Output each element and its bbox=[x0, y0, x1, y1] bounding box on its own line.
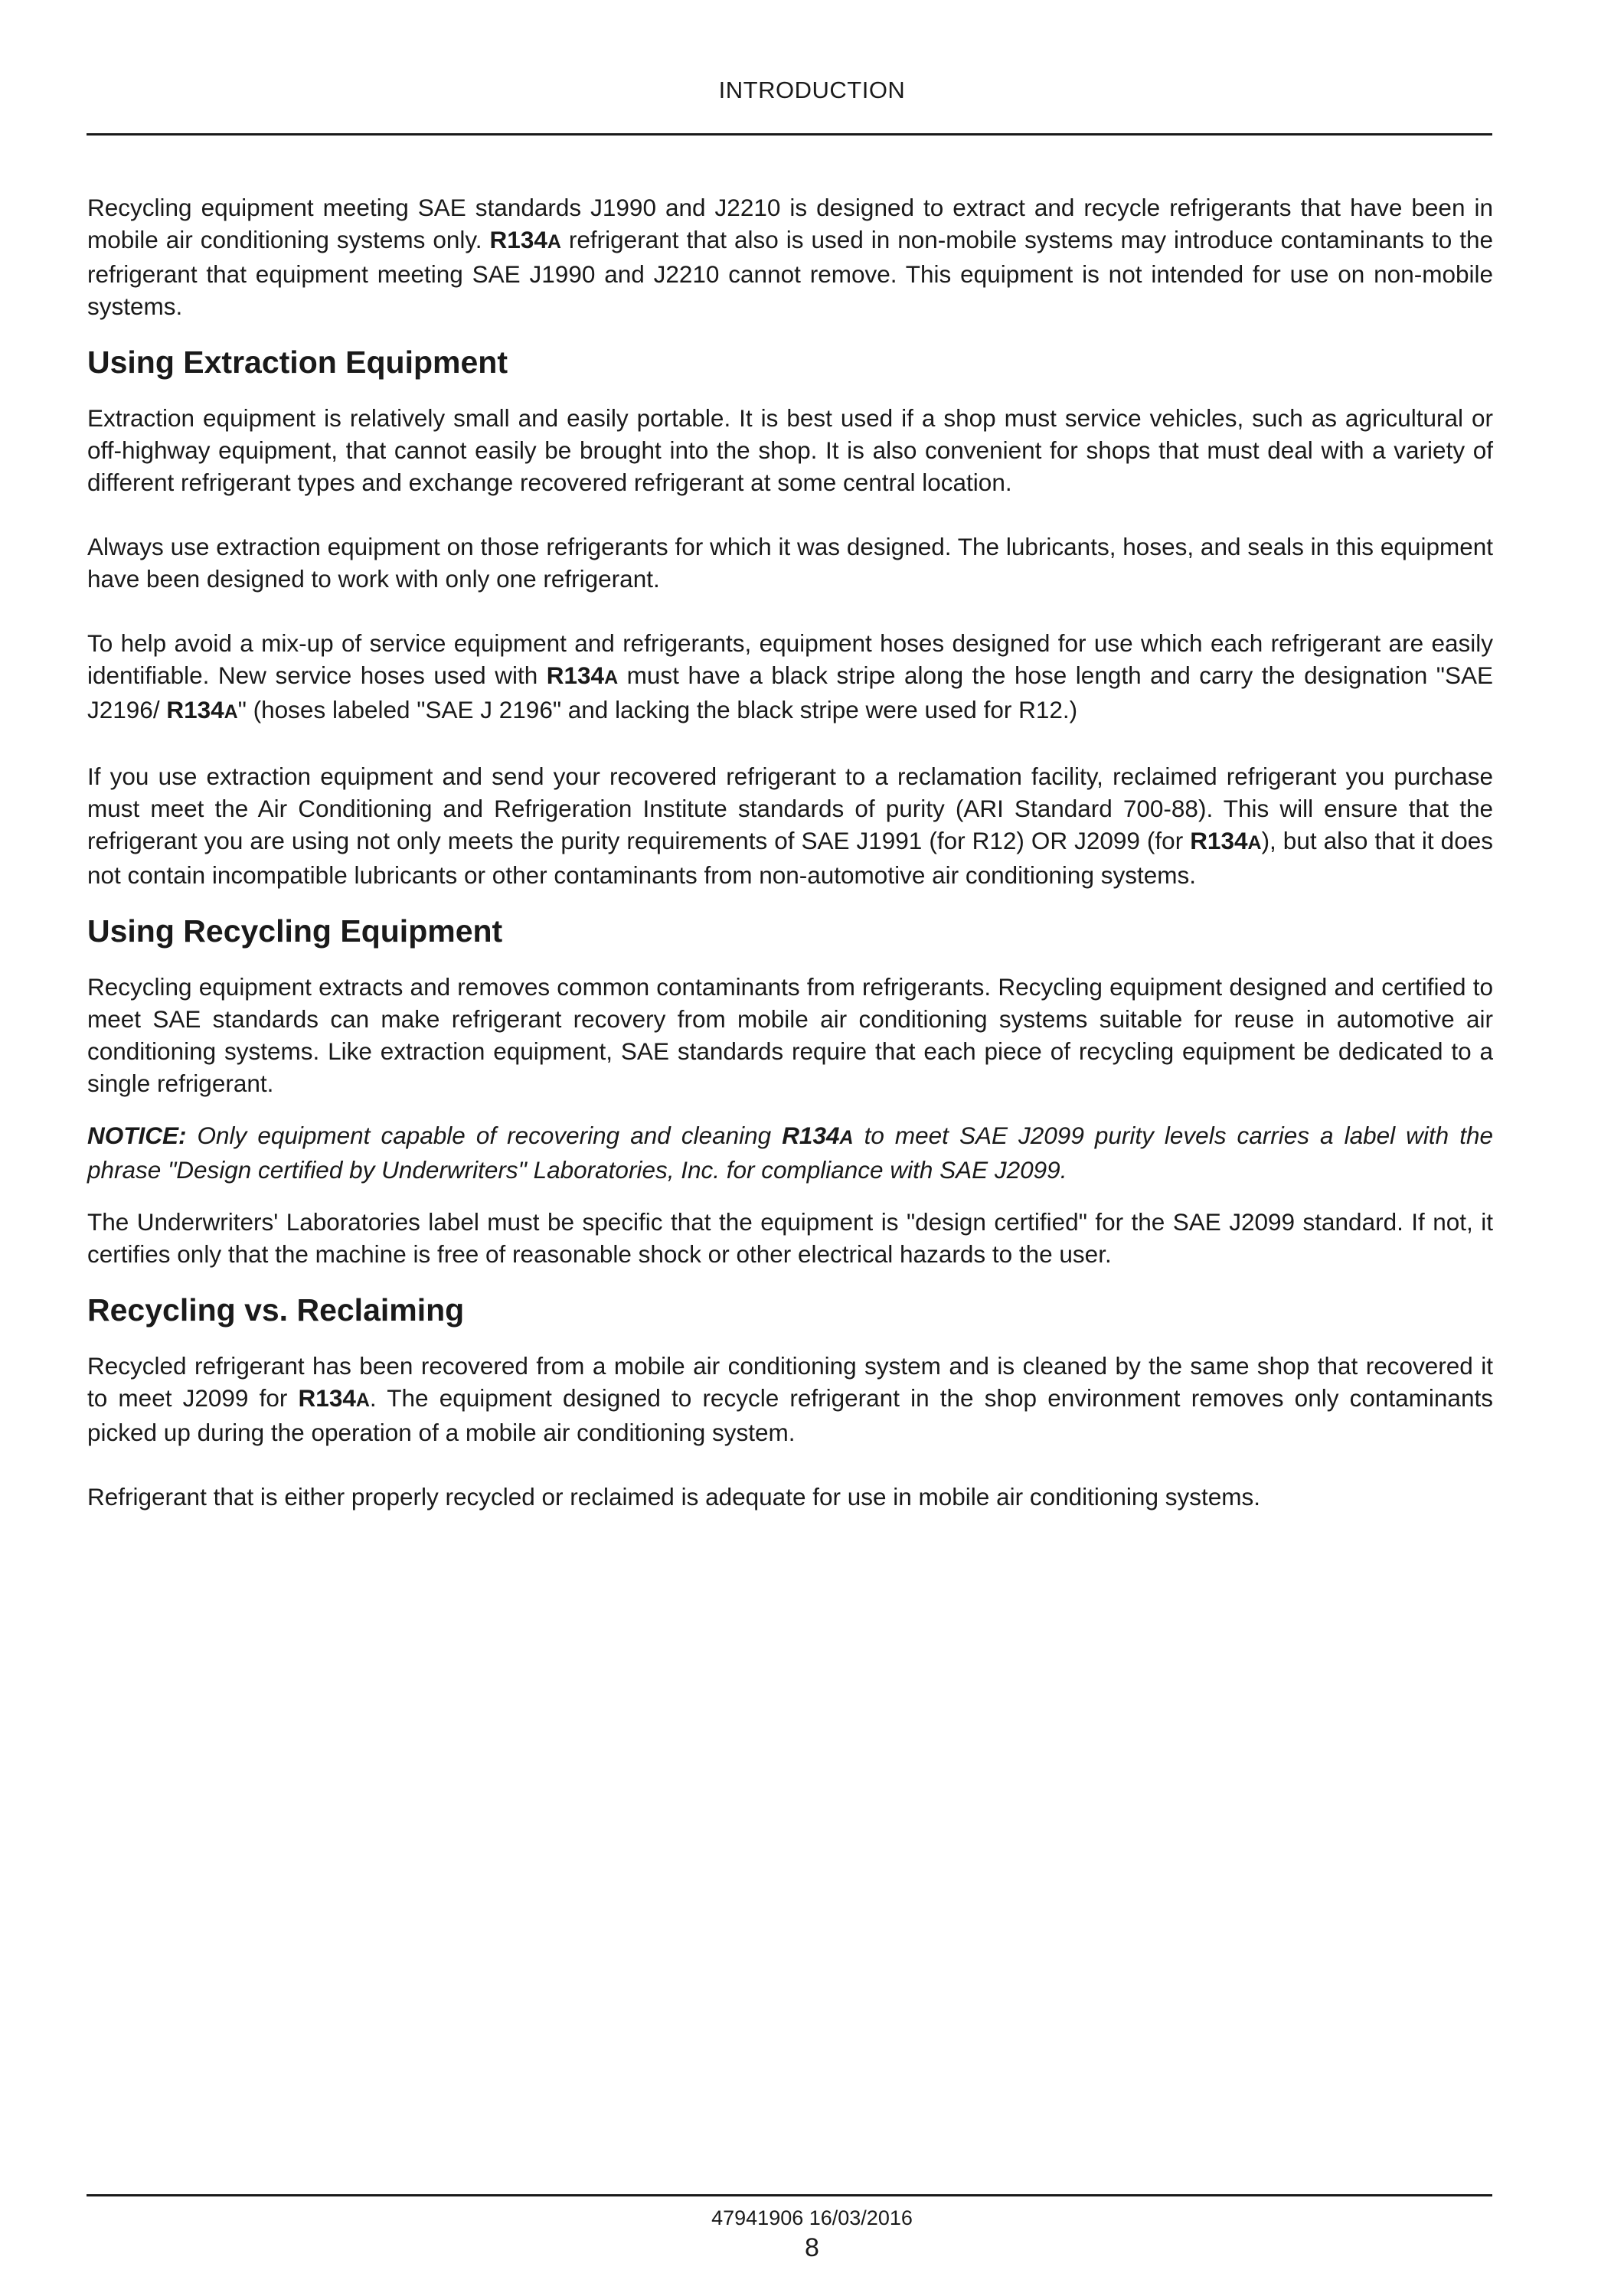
running-header: INTRODUCTION bbox=[718, 77, 906, 103]
refrigerant-code: R134A bbox=[489, 226, 561, 253]
page-number: 8 bbox=[805, 2233, 819, 2262]
notice-label: NOTICE: bbox=[87, 1122, 187, 1149]
section-heading-versus: Recycling vs. Reclaiming bbox=[87, 1292, 465, 1328]
text-run: to meet SAE J2099 purity levels carries a label with the phrase "Design certified by Underwriters" Laboratories, Inc. for compliance with SAE J2099. bbox=[87, 1122, 1493, 1184]
refrigerant-code: R134A bbox=[166, 696, 238, 723]
text-run: . The equipment designed to recycle refrigerant in the shop environment removes only contaminants picked up during the operation of a mobile air conditioning system. bbox=[87, 1384, 1493, 1446]
text-run: must have a black stripe along the hose length and carry the designation "SAE J2196/ bbox=[87, 661, 1493, 723]
text-run: Recycled refrigerant has been recovered from a mobile air conditioning system and is cleaned by the same shop that recovered it to meet J2099 for bbox=[87, 1352, 1493, 1412]
extraction-paragraph-2: Always use extraction equipment on those refrigerants for which it was designed. The lubricants, hoses, and seals in this equipment have been designed to work with only one refrigerant. bbox=[87, 533, 1493, 593]
refrigerant-code: R134A bbox=[546, 661, 619, 689]
versus-paragraph-2: Refrigerant that is either properly recycled or reclaimed is adequate for use in mobile air conditioning systems. bbox=[87, 1483, 1260, 1511]
text-run: To help avoid a mix-up of service equipment and refrigerants, equipment hoses designed for use which each refrigerant are easily identifiable. New service hoses used with bbox=[87, 629, 1493, 689]
refrigerant-code: R134A bbox=[1190, 827, 1262, 854]
extraction-paragraph-3 bbox=[87, 627, 1493, 728]
versus-paragraph-1 bbox=[87, 1350, 1493, 1448]
refrigerant-code: R134A bbox=[298, 1384, 370, 1412]
page-content bbox=[87, 191, 1493, 1513]
text-run: If you use extraction equipment and send your recovered refrigerant to a reclamation facility, reclaimed refrigerant you purchase must meet the Air Conditioning and Refrigeration Institute standards of purity (ARI Standard 700-88). This will ensure that the refrigerant you are using not only meets the purity requirements of SAE J1991 (for R12) OR J2099 (for bbox=[87, 763, 1493, 854]
recycling-paragraph-2: The Underwriters' Laboratories label must be specific that the equipment is "design certified" for the SAE J2099 standard. If not, it certifies only that the machine is free of reasonable shock or other electrical hazards to the user. bbox=[87, 1208, 1493, 1268]
text-run: " (hoses labeled "SAE J 2196" and lacking the black stripe were used for R12.) bbox=[237, 696, 1078, 723]
extraction-paragraph-1: Extraction equipment is relatively small and easily portable. It is best used if a shop must service vehicles, such as agricultural or off-highway equipment, that cannot easily be brought into the shop. It is also convenient for shops that must deal with a variety of different refrigerant types and exchange recovered refrigerant at some central location. bbox=[87, 404, 1493, 496]
notice-paragraph bbox=[87, 1119, 1493, 1186]
section-heading-recycling: Using Recycling Equipment bbox=[87, 913, 503, 949]
intro-paragraph bbox=[87, 191, 1493, 322]
recycling-paragraph-1: Recycling equipment extracts and removes common contaminants from refrigerants. Recycling equipment designed and certified to meet SAE standards can make refrigerant recovery from mobile air conditioning systems suitable for reuse in automotive air conditioning systems. Like extraction equipment, SAE standards require that each piece of recycling equipment be dedicated to a single refrigerant. bbox=[87, 973, 1493, 1097]
section-heading-extraction: Using Extraction Equipment bbox=[87, 345, 508, 380]
footer-rule bbox=[87, 2194, 1492, 2196]
text-run: ), but also that it does not contain incompatible lubricants or other contaminants from non-automotive air conditioning systems. bbox=[87, 827, 1493, 889]
document-id: 47941906 16/03/2016 bbox=[711, 2206, 913, 2229]
header-rule bbox=[87, 133, 1492, 136]
extraction-paragraph-4 bbox=[87, 760, 1493, 891]
text-run: refrigerant that also is used in non-mobile systems may introduce contaminants to the refrigerant that equipment meeting SAE J1990 and J2210 cannot remove. This equipment is not intended for use on non-mobile systems. bbox=[87, 226, 1493, 320]
text-run: Recycling equipment meeting SAE standards J1990 and J2210 is designed to extract and recycle refrigerants that have been in mobile air conditioning systems only. bbox=[87, 194, 1493, 253]
refrigerant-code: R134A bbox=[782, 1122, 854, 1149]
text-run: Only equipment capable of recovering and cleaning bbox=[186, 1122, 783, 1149]
